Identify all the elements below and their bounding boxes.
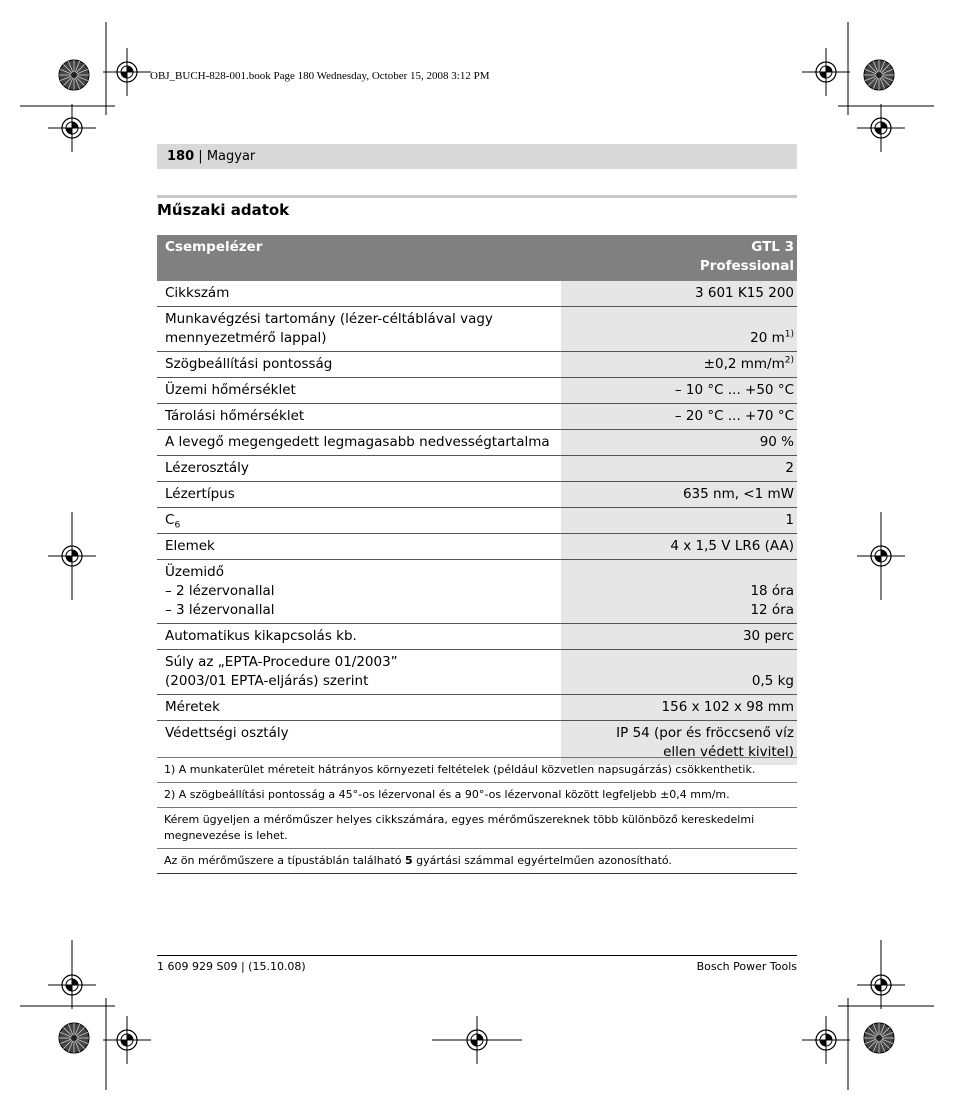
table-head-row [157, 235, 797, 281]
row-value: 1 [561, 508, 797, 534]
label-text: – 2 lézervonallal [165, 583, 275, 599]
page-footer [157, 955, 797, 973]
header-separator: | [198, 149, 203, 164]
note-article-number: Kérem ügyeljen a mérőműszer helyes cikkszámára, egyes mérőműszereknek több különböző kereskedelmi megnevezése is lehet. [157, 807, 797, 848]
table-row [157, 307, 797, 352]
spec-table [157, 235, 797, 765]
row-value: 156 x 102 x 98 mm [561, 695, 797, 721]
value-text: ellen védett kivitel) [663, 744, 794, 760]
table-row [157, 534, 797, 560]
head-model: GTL 3 [751, 239, 794, 255]
color-wheel-icon [59, 1023, 89, 1053]
row-label [157, 508, 561, 534]
label-text: C [165, 512, 175, 528]
row-value: 3 601 K15 200 [561, 281, 797, 307]
table-row [157, 508, 797, 534]
registration-mark-icon [48, 104, 96, 152]
table-row [157, 378, 797, 404]
table-row [157, 624, 797, 650]
row-value: 30 perc [561, 624, 797, 650]
row-label: Automatikus kikapcsolás kb. [157, 624, 561, 650]
label-text: Üzemidő [165, 564, 225, 580]
table-row [157, 482, 797, 508]
row-value [561, 307, 797, 352]
note-text: Az ön mérőműszere a típustáblán található [164, 854, 405, 867]
row-value: 4 x 1,5 V LR6 (AA) [561, 534, 797, 560]
row-label: Szögbeállítási pontosság [157, 352, 561, 378]
row-value: – 10 °C ... +50 °C [561, 378, 797, 404]
row-label [157, 560, 561, 624]
footnote-1: 1) A munkaterület méreteit hátrányos környezeti feltételek (például közvetlen napsugárzás) csökkenthetik. [157, 757, 797, 782]
value-text: 18 óra [750, 583, 794, 599]
registration-mark-icon [103, 1016, 151, 1064]
row-label: A levegő megengedett legmagasabb nedvességtartalma [157, 430, 561, 456]
notes-end-rule [157, 873, 797, 874]
row-label: Védettségi osztály [165, 725, 289, 741]
row-value: 0,5 kg [561, 650, 797, 695]
row-label: Lézerosztály [157, 456, 561, 482]
table-row [157, 404, 797, 430]
table-head-label: Csempelézer [157, 235, 561, 281]
registration-mark-icon [103, 48, 151, 96]
registration-mark-icon [802, 48, 850, 96]
row-value: 90 % [561, 430, 797, 456]
section-rule [157, 195, 797, 198]
note-text: gyártási számmal egyértelműen azonosítható. [412, 854, 672, 867]
row-label: Méretek [157, 695, 561, 721]
registration-mark-icon [802, 1016, 850, 1064]
registration-mark-icon [857, 104, 905, 152]
color-wheel-icon [59, 60, 89, 90]
footnotes [157, 757, 797, 874]
page-header [157, 144, 797, 169]
label-subscript: 6 [174, 520, 181, 531]
page-number: 180 [167, 149, 195, 164]
table-row [157, 352, 797, 378]
color-wheel-icon [864, 1023, 894, 1053]
table-row [157, 281, 797, 307]
row-label: Tárolási hőmérséklet [157, 404, 561, 430]
table-row [157, 695, 797, 721]
row-value: 2 [561, 456, 797, 482]
footnote-ref: 2) [784, 355, 794, 366]
row-value [561, 560, 797, 624]
row-value [561, 352, 797, 378]
table-head-value [561, 235, 797, 281]
header-language: Magyar [206, 149, 256, 164]
head-edition: Professional [699, 258, 794, 274]
table-row [157, 650, 797, 695]
label-text: – 3 lézervonallal [165, 602, 275, 618]
row-label [157, 650, 561, 695]
print-info: OBJ_BUCH-828-001.book Page 180 Wednesday, October 15, 2008 3:12 PM [150, 70, 490, 82]
footer-doc-number: 1 609 929 S09 | (15.10.08) [157, 960, 306, 973]
value-text: 12 óra [750, 602, 794, 618]
label-text: Súly az „EPTA-Procedure 01/2003” [165, 654, 398, 670]
table-row [157, 456, 797, 482]
note-serial-number [157, 848, 797, 873]
footnote-2: 2) A szögbeállítási pontosság a 45°-os lézervonal és a 90°-os lézervonal között legfeljebb ±0,4 mm/m. [157, 782, 797, 807]
value-text: IP 54 (por és fröccsenő víz [616, 725, 794, 741]
note-ref-number: 5 [405, 854, 413, 867]
row-label: Munkavégzési tartomány (lézer-céltáblával vagy mennyezetmérő lappal) [157, 307, 561, 352]
row-label: Cikkszám [157, 281, 561, 307]
color-wheel-icon [864, 60, 894, 90]
row-value: – 20 °C ... +70 °C [561, 404, 797, 430]
row-label: Üzemi hőmérséklet [157, 378, 561, 404]
row-value: 635 nm, <1 mW [561, 482, 797, 508]
value-text: 20 m [750, 330, 785, 346]
table-row [157, 560, 797, 624]
section-title: Műszaki adatok [157, 201, 290, 219]
label-text: (2003/01 EPTA-eljárás) szerint [165, 673, 369, 689]
footnote-ref: 1) [784, 329, 794, 340]
row-label: Elemek [157, 534, 561, 560]
row-label: Lézertípus [157, 482, 561, 508]
footer-brand: Bosch Power Tools [696, 960, 797, 973]
value-text: ±0,2 mm/m [703, 356, 785, 372]
table-row [157, 430, 797, 456]
